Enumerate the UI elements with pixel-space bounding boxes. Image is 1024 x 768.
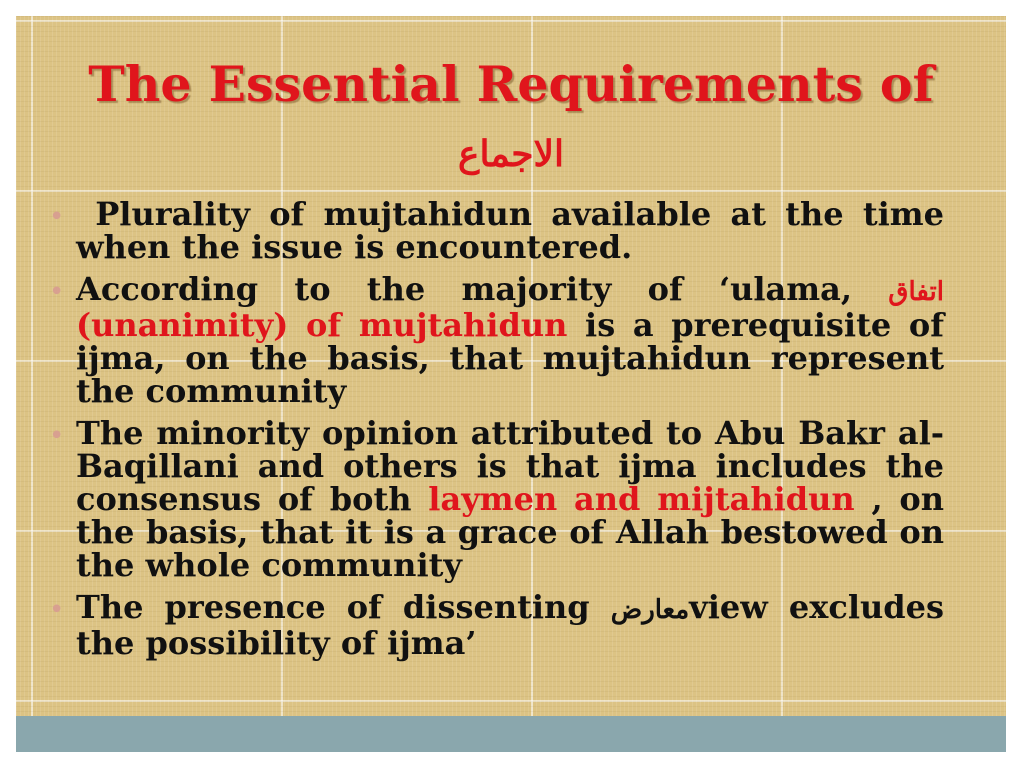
bullet-dot-icon: • — [49, 277, 65, 307]
bullet-item-1 — [16, 195, 945, 266]
bullet-4-text-b: view excludes the possibility of ijma’ — [76, 588, 944, 662]
bullet-item-4 — [16, 588, 944, 662]
highlight-laymen: laymen and mijtahidun — [428, 480, 855, 518]
highlight-unanimity: (unanimity) of mujtahidun — [76, 306, 568, 344]
bullet-3-text-a: The minority opinion attributed to Abu Bakr al-Baqillani and others is that ijma includes the consensus of both — [76, 414, 944, 518]
bullet-item-3 — [16, 414, 945, 584]
arabic-term-ittifaq: اتفاق — [888, 277, 944, 307]
bullet-dot-icon: • — [49, 595, 65, 625]
bullet-1-text: Plurality of mujtahidun available at the time when the issue is encountered. — [76, 195, 945, 266]
bullet-list — [16, 195, 1006, 662]
slide-title: The Essential Requirements of — [88, 55, 934, 113]
bullet-3-text-b: , on the basis, that it is a grace of Allah bestowed on the whole community — [76, 480, 945, 584]
bullet-dot-icon: • — [49, 202, 65, 232]
footer-bar — [16, 716, 1006, 752]
bullet-dot-icon: • — [49, 421, 65, 451]
bullet-2-text-a: According to the majority of ‘ulama, — [76, 270, 889, 308]
bullet-2-text-b: is a prerequisite of ijma, on the basis, that mujtahidun represent the community — [76, 306, 945, 410]
bullet-4-text-a: The presence of dissenting — [76, 588, 611, 626]
bullet-item-2 — [16, 270, 945, 410]
slide-title-arabic: الاجماع — [457, 133, 565, 175]
arabic-term-muarid: معارض — [610, 595, 690, 625]
slide — [16, 16, 1006, 752]
